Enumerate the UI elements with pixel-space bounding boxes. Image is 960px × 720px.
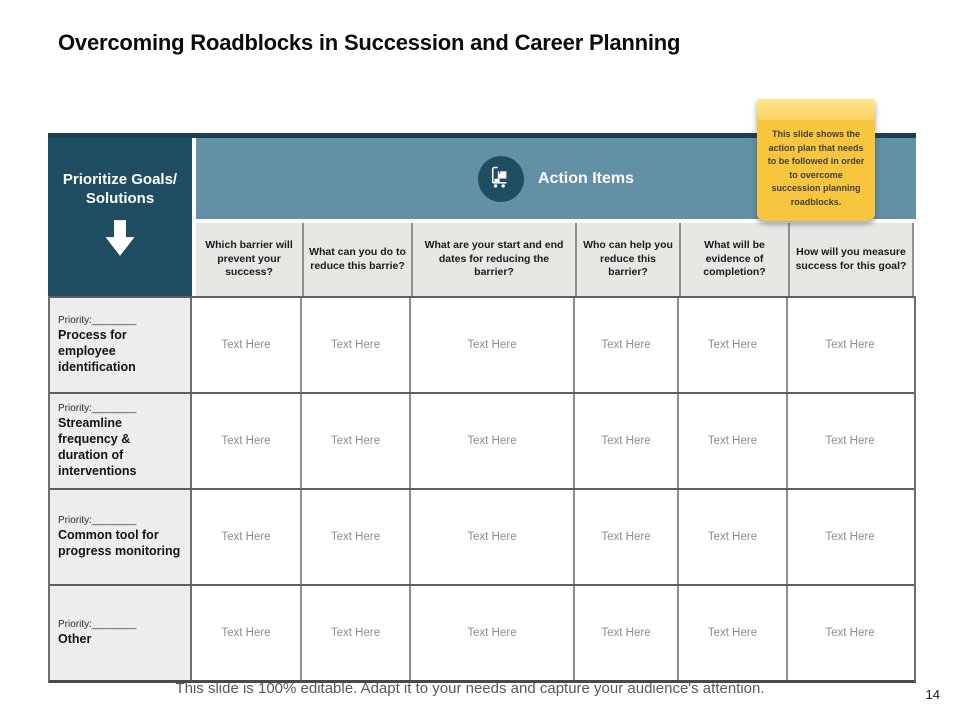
text-placeholder-cell: Text Here (679, 298, 788, 392)
goal-label: Common tool for progress monitoring (58, 527, 181, 558)
text-placeholder-cell: Text Here (575, 394, 679, 488)
column-header-help: Who can help you reduce this barrier? (577, 223, 681, 296)
column-header-reduce: What can you do to reduce this barrie? (304, 223, 413, 296)
priority-label: Priority:________ (58, 618, 137, 630)
column-header-evidence: What will be evidence of completion? (681, 223, 790, 296)
text-placeholder-cell: Text Here (411, 394, 575, 488)
corner-header-prioritize-goals (48, 138, 192, 296)
page-title: Overcoming Roadblocks in Succession and Career Planning (58, 30, 681, 55)
table-row (50, 584, 914, 680)
text-placeholder-cell: Text Here (788, 490, 912, 584)
text-placeholder-cell: Text Here (302, 490, 411, 584)
text-placeholder-cell: Text Here (192, 490, 302, 584)
text-placeholder-cell: Text Here (302, 586, 411, 680)
text-placeholder-cell: Text Here (411, 490, 575, 584)
footer-note: This slide is 100% editable. Adapt it to your needs and capture your audience's attention. (175, 680, 765, 697)
text-placeholder-cell: Text Here (192, 586, 302, 680)
goal-label: Streamline frequency & duration of interventions (58, 415, 137, 479)
text-placeholder-cell: Text Here (679, 586, 788, 680)
sticky-note-text: This slide shows the action plan that needs to be followed in order to overcome succession planning roadblocks. (767, 129, 865, 207)
row-label-common-tool (50, 490, 192, 584)
row-label-employee-identification (50, 298, 192, 392)
text-placeholder-cell: Text Here (788, 298, 912, 392)
column-headers (196, 223, 916, 296)
column-header-barrier: Which barrier will prevent your success? (196, 223, 304, 296)
priority-label: Priority:________ (58, 514, 137, 526)
table-row (50, 392, 914, 488)
text-placeholder-cell: Text Here (575, 586, 679, 680)
row-label-streamline-frequency (50, 394, 192, 488)
sticky-note-body (757, 120, 875, 221)
column-header-dates: What are your start and end dates for reducing the barrier? (413, 223, 577, 296)
sticky-note-flap (757, 99, 875, 120)
text-placeholder-cell: Text Here (679, 490, 788, 584)
priority-label: Priority:________ (58, 314, 137, 326)
hand-truck-icon (478, 156, 524, 202)
corner-header-label: Prioritize Goals/ Solutions (62, 170, 178, 207)
table-row (50, 296, 914, 392)
goal-label: Process for employee identification (58, 327, 136, 375)
text-placeholder-cell: Text Here (788, 394, 912, 488)
table-row (50, 488, 914, 584)
text-placeholder-cell: Text Here (788, 586, 912, 680)
action-items-label: Action Items (537, 169, 634, 187)
page-number: 14 (925, 687, 940, 702)
text-placeholder-cell: Text Here (302, 394, 411, 488)
text-placeholder-cell: Text Here (302, 298, 411, 392)
row-label-other (50, 586, 192, 680)
text-placeholder-cell: Text Here (575, 490, 679, 584)
sticky-note (757, 99, 875, 221)
column-header-measure: How will you measure success for this goal? (790, 223, 914, 296)
text-placeholder-cell: Text Here (575, 298, 679, 392)
priority-label: Priority:________ (58, 402, 137, 414)
text-placeholder-cell: Text Here (679, 394, 788, 488)
text-placeholder-cell: Text Here (192, 394, 302, 488)
down-arrow-icon (103, 218, 137, 263)
table-body (48, 296, 916, 683)
text-placeholder-cell: Text Here (192, 298, 302, 392)
text-placeholder-cell: Text Here (411, 586, 575, 680)
text-placeholder-cell: Text Here (411, 298, 575, 392)
goal-label: Other (58, 631, 92, 646)
